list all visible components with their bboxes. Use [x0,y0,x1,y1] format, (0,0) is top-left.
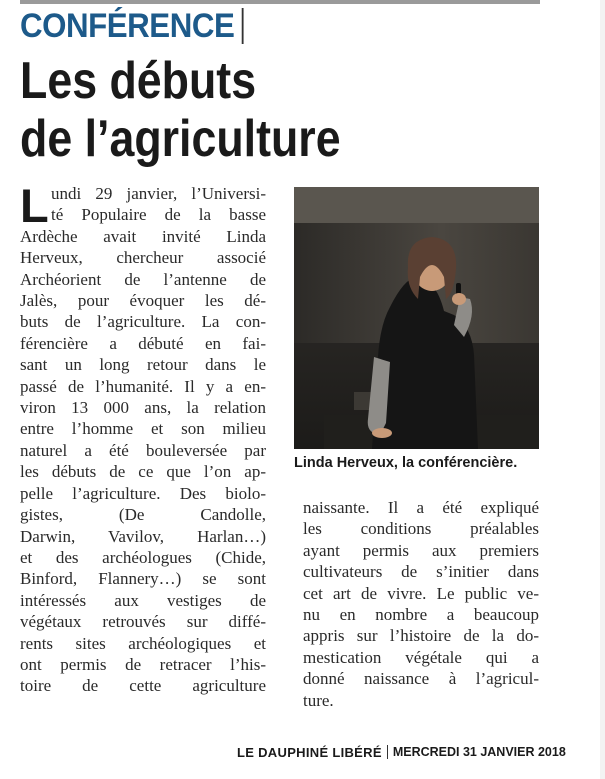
body-line: cultivateurs de s’initier dans [303,562,539,582]
body-line: mestication végétale qui a [303,647,539,667]
body-line: naturel a été bouleversée par [20,440,266,460]
body-line: sant un long retour dans le [20,355,266,375]
body-line: toire de cette agriculture [20,676,266,696]
body-line: intéressés aux vestiges de [20,590,266,610]
body-line: appris sur l’histoire de la do- [303,626,539,646]
footer-divider [387,745,388,759]
photo-caption: Linda Herveux, la conférencière. [294,455,518,471]
body-line: rents sites archéologiques et [20,633,266,653]
page-edge [600,0,605,779]
body-line: cet art de vivre. Le public ve- [303,583,539,603]
article-body-right-column [303,497,539,711]
body-line: Herveux, chercheur associé [20,248,266,268]
kicker-label: CONFÉRENCE [20,6,235,45]
speaker-photo-illustration [294,187,539,449]
body-line: Archéorient de l’antenne de [20,269,266,289]
body-line: les débuts de ce que l’on ap- [20,462,266,482]
article-body-left-column [20,179,266,697]
body-line: entre l’homme et son milieu [20,419,266,439]
section-kicker [20,4,244,48]
body-line: viron 13 000 ans, la relation [20,398,266,418]
body-line: ayant permis aux premiers [303,540,539,560]
body-line: undi 29 janvier, l’Universi- [51,184,266,203]
publication-name: LE DAUPHINÉ LIBÉRÉ [237,744,382,760]
body-line: donné naissance à l’agricul- [303,669,539,689]
body-line: et des archéologues (Chide, [20,547,266,567]
publication-date: MERCREDI 31 JANVIER 2018 [392,745,566,759]
body-line: gistes, (De Candolle, [20,505,266,525]
headline [20,52,502,168]
body-line: férencière a débuté en fai- [20,333,266,353]
body-line: végétaux retrouvés sur diffé- [20,612,266,632]
body-line: ont permis de retracer l’his- [20,654,266,674]
body-line: té Populaire de la basse [51,205,266,225]
body-line: Binford, Flannery…) se sont [20,569,266,589]
headline-line-2: de l’agriculture [20,110,341,168]
body-line: pelle l’agriculture. Des biolo- [20,483,266,503]
body-line: ture. [303,690,334,710]
kicker-divider [242,8,244,44]
body-line: nu en nombre a beaucoup [303,605,539,625]
body-line: Ardèche avait invité Linda [20,226,266,246]
page-footer [237,742,566,762]
body-line: buts de l’agriculture. La con- [20,312,266,332]
body-line: Darwin, Vavilov, Harlan…) [20,526,266,546]
drop-cap: L [20,179,49,232]
body-line: naissante. Il a été expliqué [303,498,539,517]
body-line: les conditions préalables [303,519,539,539]
speaker-photo [294,187,539,449]
body-line: passé de l’humanité. Il y a en- [20,376,266,396]
headline-line-1: Les débuts [20,52,257,110]
body-line: Jalès, pour évoquer les dé- [20,291,266,311]
